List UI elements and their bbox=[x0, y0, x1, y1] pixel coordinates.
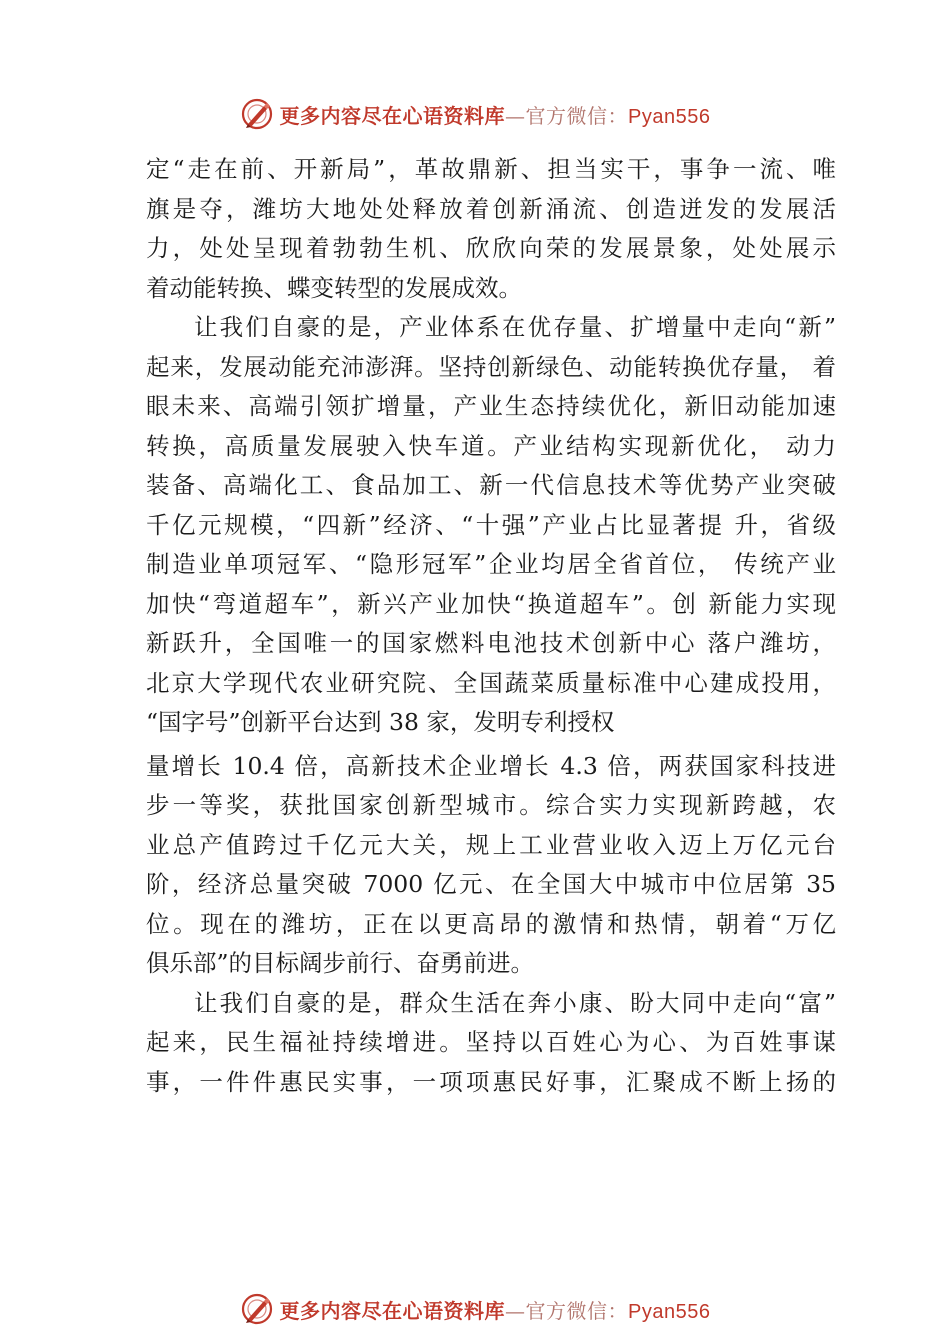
header-dash: — bbox=[505, 103, 526, 128]
footer-text bbox=[280, 1295, 711, 1324]
header-wechat-id: Pyan556 bbox=[628, 105, 711, 128]
text-line: 步一等奖，获批国家创新型城市。综合实力实现新跨越，农 bbox=[146, 791, 836, 819]
text-line: 装备、高端化工、食品加工、新一代信息技术等优势产业突破 bbox=[146, 471, 836, 499]
header-official-label: 官方微信： bbox=[525, 103, 629, 128]
text-line: 千亿元规模，“四新”经济、“十强”产业占比显著提 升，省级 bbox=[146, 510, 836, 539]
text-line: 眼未来、高端引领扩增量，产业生态持续优化，新旧动能加速 bbox=[146, 392, 836, 420]
footer-brand: 更多内容尽在心语资料库 bbox=[279, 1298, 506, 1323]
text-line: 俱乐部”的目标阔步前行、奋勇前进。 bbox=[146, 949, 535, 977]
pen-logo-icon bbox=[240, 97, 274, 131]
text-line: 让我们自豪的是，产业体系在优存量、扩增量中走向“新” bbox=[194, 313, 836, 341]
footer-wechat-id: Pyan556 bbox=[628, 1300, 711, 1323]
text-line: 阶，经济总量突破 7000 亿元、在全国大中城市中位居第 35 bbox=[146, 870, 836, 898]
header-text bbox=[280, 100, 711, 129]
text-line: 力，处处呈现着勃勃生机、欣欣向荣的发展景象，处处展示 bbox=[146, 234, 836, 262]
text-line: 起来，民生福祉持续增进。坚持以百姓心为心、为百姓事谋 bbox=[146, 1028, 836, 1056]
header-banner bbox=[0, 94, 950, 134]
header-brand: 更多内容尽在心语资料库 bbox=[279, 103, 506, 128]
text-line: 定“走在前、开新局”，革故鼎新、担当实干，事争一流、唯 bbox=[146, 155, 836, 183]
text-line: 着动能转换、蝶变转型的发展成效。 bbox=[146, 273, 522, 302]
text-line: “国字号”创新平台达到 38 家，发明专利授权 bbox=[146, 708, 615, 736]
document-body bbox=[146, 150, 836, 1102]
text-line: 加快“弯道超车”，新兴产业加快“换道超车”。创 新能力实现 bbox=[146, 589, 836, 618]
text-line: 制造业单项冠军、“隐形冠军”企业均居全省首位， 传统产业 bbox=[146, 550, 836, 578]
pen-logo-icon bbox=[240, 1292, 274, 1326]
text-line: 量增长 10.4 倍，高新技术企业增长 4.3 倍，两获国家科技进 bbox=[146, 751, 836, 780]
footer-banner bbox=[0, 1289, 950, 1329]
text-line: 旗是夺，潍坊大地处处释放着创新涌流、创造迸发的发展活 bbox=[146, 194, 836, 223]
text-line: 让我们自豪的是，群众生活在奔小康、盼大同中走向“富” bbox=[194, 988, 836, 1017]
text-line: 起来，发展动能充沛澎湃。坚持创新绿色、动能转换优存量， 着 bbox=[146, 352, 836, 381]
footer-dash: — bbox=[505, 1298, 526, 1323]
text-line: 位。现在的潍坊，正在以更高昂的激情和热情，朝着“万亿 bbox=[146, 909, 836, 938]
text-line: 新跃升，全国唯一的国家燃料电池技术创新中心 落户潍坊， bbox=[146, 629, 836, 657]
text-line: 业总产值跨过千亿元大关，规上工业营业收入迈上万亿元台 bbox=[146, 830, 836, 859]
footer-official-label: 官方微信： bbox=[525, 1298, 629, 1323]
text-line: 事，一件件惠民实事，一项项惠民好事，汇聚成不断上扬的 bbox=[146, 1067, 836, 1096]
text-line: 转换，高质量发展驶入快车道。产业结构实现新优化， 动力 bbox=[146, 431, 836, 460]
text-line: 北京大学现代农业研究院、全国蔬菜质量标准中心建成投用， bbox=[146, 668, 836, 697]
